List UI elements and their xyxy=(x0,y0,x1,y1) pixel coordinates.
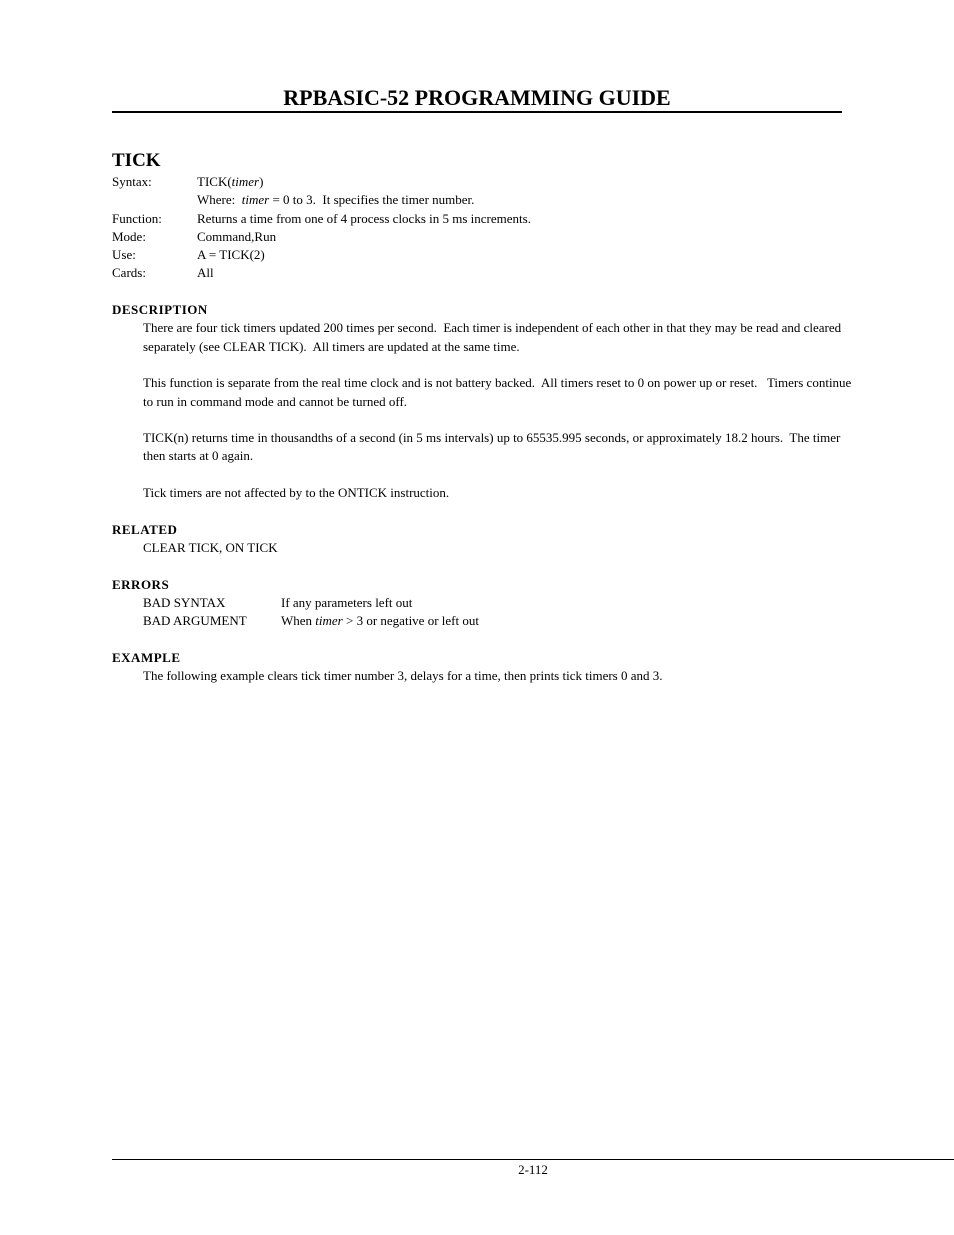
example-text: The following example clears tick timer number 3, delays for a time, then prints tick timers 0 and 3. xyxy=(143,668,663,684)
mode-row xyxy=(112,228,852,246)
error-description xyxy=(281,594,412,612)
description-paragraph: This function is separate from the real time clock and is not battery backed. All timers reset to 0 on power up or reset. Timers continue to run in command mode and cannot be turned off. xyxy=(143,375,855,409)
errors-heading: ERRORS xyxy=(112,576,170,592)
description-paragraph: Tick timers are not affected by to the ONTICK instruction. xyxy=(143,485,450,501)
cards-row xyxy=(112,264,852,282)
mode-value: Command,Run xyxy=(197,228,277,244)
error-desc-prefix: If any parameters left out xyxy=(281,594,413,610)
error-description xyxy=(281,612,479,630)
page-content xyxy=(112,150,855,685)
description-heading: DESCRIPTION xyxy=(112,302,208,318)
errors-body xyxy=(112,594,852,631)
function-row xyxy=(112,210,852,228)
mode-label: Mode: xyxy=(112,228,146,244)
where-row xyxy=(112,191,852,209)
related-text: CLEAR TICK, ON TICK xyxy=(143,539,278,555)
function-value: Returns a time from one of 4 process clocks in 5 ms increments. xyxy=(197,210,531,226)
function-label: Function: xyxy=(112,210,162,226)
syntax-value xyxy=(197,173,263,191)
error-desc-prefix: When xyxy=(281,613,316,629)
use-row xyxy=(112,246,852,264)
syntax-label: Syntax: xyxy=(112,174,152,189)
where-spacer xyxy=(112,191,197,209)
description-body xyxy=(112,319,855,502)
related-heading: RELATED xyxy=(112,521,178,537)
syntax-prefix: TICK( xyxy=(197,174,232,189)
command-name: TICK xyxy=(112,150,161,171)
example-body xyxy=(112,667,852,685)
footer-divider xyxy=(112,1159,954,1160)
syntax-param: timer xyxy=(231,174,260,189)
syntax-suffix: ) xyxy=(259,174,264,189)
error-code: BAD ARGUMENT xyxy=(143,613,247,629)
error-desc-suffix: > 3 or negative or left out xyxy=(342,613,479,629)
error-row xyxy=(143,594,852,612)
cards-label: Cards: xyxy=(112,265,146,281)
where-param: timer xyxy=(241,192,270,208)
syntax-row xyxy=(112,173,852,191)
error-row xyxy=(143,612,852,630)
error-desc-param: timer xyxy=(315,613,343,629)
description-paragraph: There are four tick timers updated 200 times per second. Each timer is independent of each other in that they may be read and cleared separately (see CLEAR TICK). All timers are updated at the same time. xyxy=(143,320,845,354)
use-label: Use: xyxy=(112,247,136,263)
page-title: RPBASIC-52 PROGRAMMING GUIDE xyxy=(283,85,671,110)
where-suffix: = 0 to 3. It specifies the timer number. xyxy=(269,192,475,208)
error-code: BAD SYNTAX xyxy=(143,594,226,610)
use-value: A = TICK(2) xyxy=(197,247,265,263)
where-value xyxy=(197,191,474,209)
cards-value: All xyxy=(197,265,214,281)
description-paragraph: TICK(n) returns time in thousandths of a second (in 5 ms intervals) up to 65535.995 seconds, or approximately 18.2 hours. The timer then starts at 0 again. xyxy=(143,430,844,464)
page-number: 2-112 xyxy=(518,1162,548,1177)
where-prefix: Where: xyxy=(197,192,242,208)
header-divider xyxy=(112,111,842,113)
example-heading: EXAMPLE xyxy=(112,649,181,665)
related-body xyxy=(112,539,852,557)
